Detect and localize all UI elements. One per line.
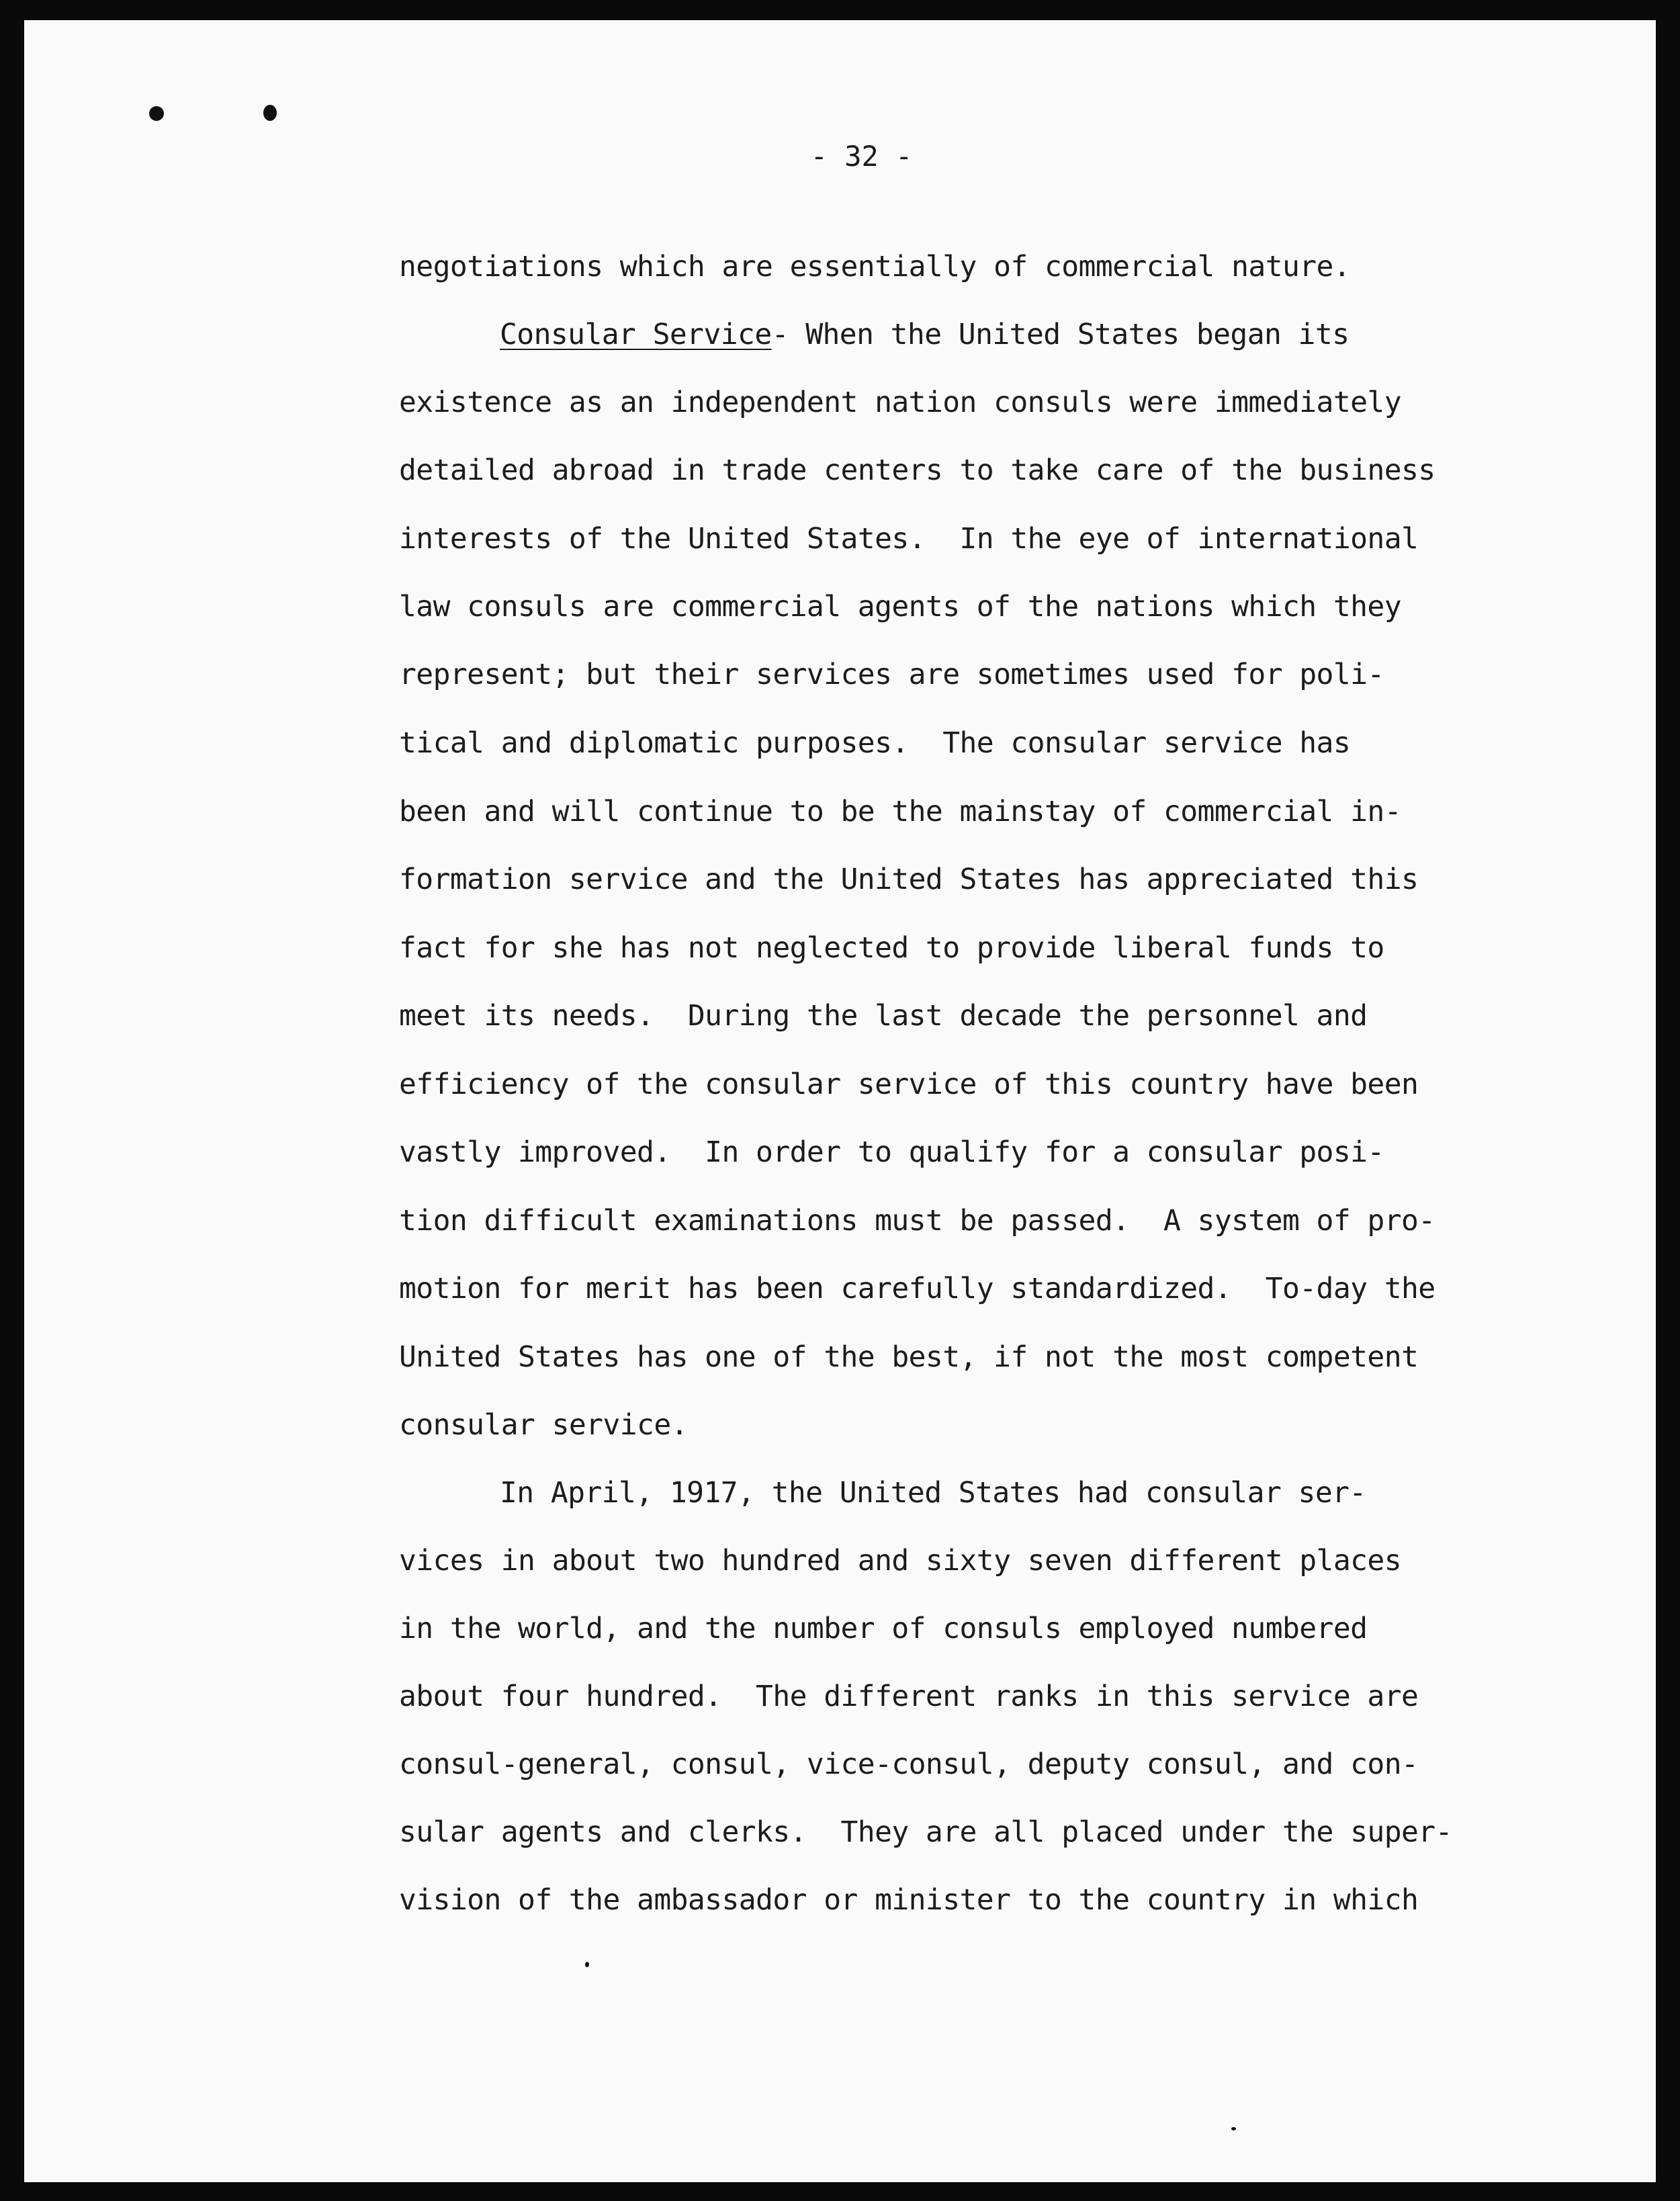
text-line: negotiations which are essentially of commercial nature. <box>399 250 1351 284</box>
text-line: vision of the ambassador or minister to the country in which <box>399 1883 1419 1917</box>
punch-mark <box>263 105 277 121</box>
text-line: about four hundred. The different ranks in this service are <box>399 1680 1419 1713</box>
text-line: been and will continue to be the mainstay of commercial in- <box>399 795 1402 828</box>
page-number: - 32 - <box>810 140 913 173</box>
text-line: represent; but their services are sometimes used for poli- <box>399 658 1384 691</box>
section-heading: Consular Service <box>500 318 772 351</box>
text-line: motion for merit has been carefully standardized. To-day the <box>399 1272 1435 1305</box>
text-line: efficiency of the consular service of this country have been <box>399 1068 1419 1101</box>
text-line: law consuls are commercial agents of the nations which they <box>399 590 1402 623</box>
text-line <box>500 320 1349 349</box>
text-line: vastly improved. In order to qualify for a consular posi- <box>399 1135 1384 1169</box>
text-line: United States has one of the best, if not the most competent <box>399 1340 1419 1374</box>
text-line: In April, 1917, the United States had consular ser- <box>500 1476 1366 1510</box>
text-line: sular agents and clerks. They are all placed under the super- <box>399 1815 1452 1849</box>
text-line: vices in about two hundred and sixty seven different places <box>399 1544 1402 1578</box>
text-line: fact for she has not neglected to provide liberal funds to <box>399 931 1384 965</box>
text-line: formation service and the United States has appreciated this <box>399 863 1419 896</box>
document-page <box>24 20 1656 2182</box>
speck <box>585 1962 589 1967</box>
text-line: consul-general, consul, vice-consul, deputy consul, and con- <box>399 1747 1419 1781</box>
text-line: consular service. <box>399 1408 688 1442</box>
text-line: interests of the United States. In the eye of international <box>399 522 1419 556</box>
text-line: meet its needs. During the last decade the personnel and <box>399 999 1368 1033</box>
text-line: detailed abroad in trade centers to take care of the business <box>399 454 1435 487</box>
text-line: tical and diplomatic purposes. The consular service has <box>399 726 1351 760</box>
text-line: tion difficult examinations must be passed. A system of pro- <box>399 1204 1435 1238</box>
text-line-rest: - When the United States began its <box>771 318 1350 351</box>
punch-mark <box>149 106 164 121</box>
text-line: existence as an independent nation consuls were immediately <box>399 386 1402 419</box>
text-line: in the world, and the number of consuls employed numbered <box>399 1612 1368 1645</box>
speck <box>1231 2127 1236 2130</box>
